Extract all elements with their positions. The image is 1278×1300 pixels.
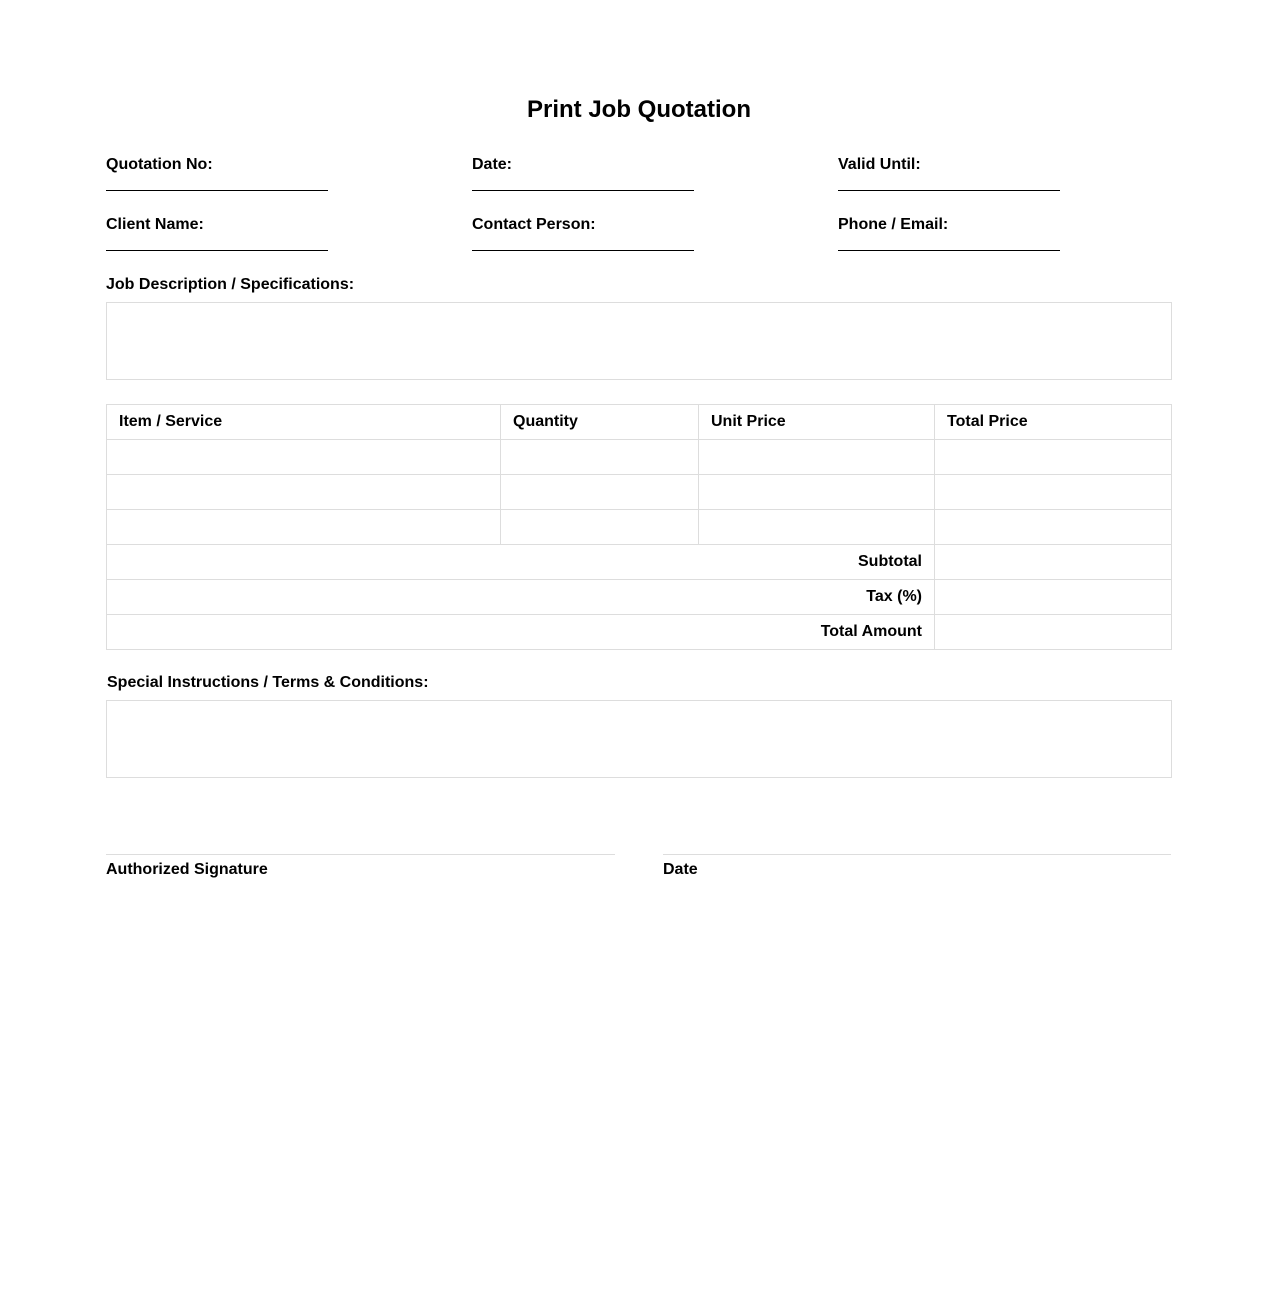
- header-quantity: Quantity: [501, 405, 699, 440]
- subtotal-label: Subtotal: [107, 545, 935, 580]
- signature-date-line[interactable]: [663, 854, 1171, 855]
- table-header-row: [107, 405, 1172, 440]
- date-label: Date:: [472, 156, 513, 173]
- tax-value[interactable]: [935, 580, 1172, 615]
- quotation-no-field[interactable]: [106, 190, 328, 191]
- cell[interactable]: [935, 475, 1172, 510]
- cell[interactable]: [107, 440, 501, 475]
- valid-until-field[interactable]: [838, 190, 1060, 191]
- job-description-box[interactable]: [106, 302, 1172, 380]
- cell[interactable]: [107, 475, 501, 510]
- total-row: [107, 615, 1172, 650]
- cell[interactable]: [699, 510, 935, 545]
- subtotal-value[interactable]: [935, 545, 1172, 580]
- cell[interactable]: [699, 440, 935, 475]
- phone-email-label: Phone / Email:: [838, 216, 949, 233]
- contact-person-field[interactable]: [472, 250, 694, 251]
- cell[interactable]: [501, 475, 699, 510]
- tax-label: Tax (%): [107, 580, 935, 615]
- table-row: [107, 475, 1172, 510]
- instructions-label: Special Instructions / Terms & Conditions:: [107, 674, 429, 691]
- header-item: Item / Service: [107, 405, 501, 440]
- tax-row: [107, 580, 1172, 615]
- contact-person-label: Contact Person:: [472, 216, 596, 233]
- signature-date-label: Date: [663, 861, 698, 878]
- cell[interactable]: [935, 440, 1172, 475]
- table-row: [107, 440, 1172, 475]
- client-name-label: Client Name:: [106, 216, 204, 233]
- instructions-box[interactable]: [106, 700, 1172, 778]
- subtotal-row: [107, 545, 1172, 580]
- cell[interactable]: [699, 475, 935, 510]
- total-value[interactable]: [935, 615, 1172, 650]
- table-row: [107, 510, 1172, 545]
- cell[interactable]: [107, 510, 501, 545]
- header-total-price: Total Price: [935, 405, 1172, 440]
- job-description-label: Job Description / Specifications:: [106, 276, 355, 293]
- page-title: Print Job Quotation: [527, 96, 751, 123]
- pricing-table: [106, 404, 1172, 650]
- total-label: Total Amount: [107, 615, 935, 650]
- header-unit-price: Unit Price: [699, 405, 935, 440]
- date-field[interactable]: [472, 190, 694, 191]
- client-name-field[interactable]: [106, 250, 328, 251]
- phone-email-field[interactable]: [838, 250, 1060, 251]
- cell[interactable]: [935, 510, 1172, 545]
- valid-until-label: Valid Until:: [838, 156, 921, 173]
- cell[interactable]: [501, 440, 699, 475]
- quotation-no-label: Quotation No:: [106, 156, 213, 173]
- cell[interactable]: [501, 510, 699, 545]
- signature-line[interactable]: [106, 854, 615, 855]
- authorized-signature-label: Authorized Signature: [106, 861, 268, 878]
